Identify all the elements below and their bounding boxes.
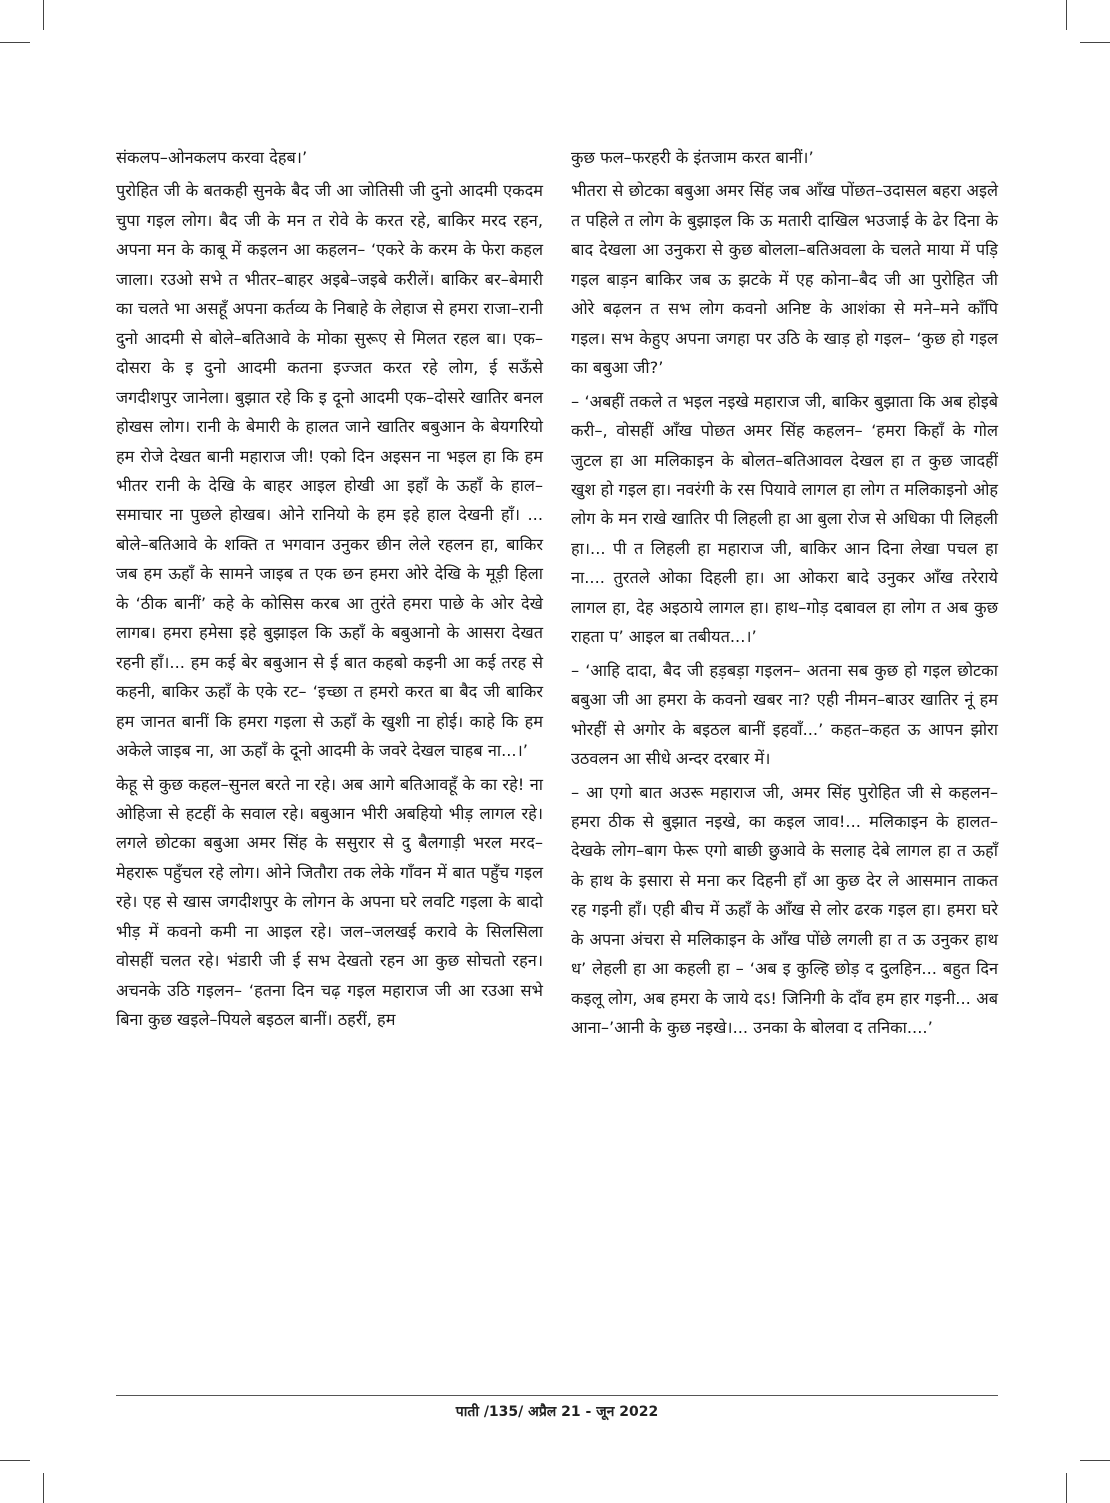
crop-mark-top-left-v — [43, 0, 44, 30]
page-footer: पाती /135/ अप्रैल 21 - जून 2022 — [455, 1404, 659, 1420]
crop-mark-bottom-left-h — [0, 1460, 30, 1461]
crop-mark-top-right-h — [1080, 42, 1110, 43]
crop-mark-bottom-right-v — [1066, 1473, 1067, 1503]
left-paragraph-1: संकलप–ओनकलप करवा देहब।’ — [116, 148, 308, 167]
right-paragraph-3: – ‘अबहीं तकले त भइल नइखे महाराज जी, बाकिर बुझाता कि अब होइबे करी–, वोसहीं आँख पोछत अमर सिंह कहलन– ‘हमरा किहाँ के गोल जुटल हा आ मलिकाइन के बोलत–बतिआवल देखल हा त कुछ जादहीं खुश हो गइल हा। नवरंगी के रस पियावे लागल हा लोग त मलिकाइनो ओह लोग के मन राखे खातिर पी लिहली हा आ बुला रोज से अधिका पी लिहली हा।... पी त लिहली हा महाराज जी, बाकिर आन दिना लेखा पचल हा ना.... तुरतले ओका दिहली हा। आ ओकरा बादे उनुकर आँख तरेराये लागल हा, देह अइठाये लागल हा। हाथ–गोड़ दबावल हा लोग त अब कुछ राहता प’ आइल बा तबीयत...।’ — [571, 391, 998, 647]
right-paragraph-5: – आ एगो बात अउरू महाराज जी, अमर सिंह पुरोहित जी से कहलन– हमरा ठीक से बुझात नइखे, का कइल जाव!... मलिकाइन के हालत–देखके लोग–बाग फेरू एगो बाछी छुआवे के सलाह देबे लागल हा त ऊहाँ के हाथ के इसारा से मना कर दिहनी हाँ आ कुछ देर ले आसमान ताकत रह गइनी हाँ। एही बीच में ऊहाँ के आँख से लोर ढरक गइल हा। हमरा घरे के अपना अंचरा से मलिकाइन के आँख पोंछे लगली हा त ऊ उनुकर हाथ ध’ लेहली हा आ कहली हा – ‘अब इ कुल्हि छोड़ द दुलहिन... बहुत दिन कइलू लोग, अब हमरा के जाये दऽ! जिनिगी के दाँव हम हार गइनी... अब आना–’आनी के कुछ नइखे।... उनका के बोलवा द तनिका....’ — [571, 782, 998, 1038]
right-paragraph-4: – ‘आहि दादा, बैद जी हड़बड़ा गइलन– अतना सब कुछ हो गइल छोटका बबुआ जी आ हमरा के कवनो खबर ना? एही नीमन–बाउर खातिर नूं हम भोरहीं से अगोर के बइठल बानीं इहवाँ...’ कहत–कहत ऊ आपन झोरा उठवलन आ सीधे अन्दर दरबार में। — [571, 660, 998, 769]
left-paragraph-3: केहू से कुछ कहल–सुनल बरते ना रहे। अब आगे बतिआवहूँ के का रहे! ना ओहिजा से हटहीं के सवाल रहे। बबुआन भीरी अबहियो भीड़ लागल रहे। लगले छोटका बबुआ अमर सिंह के ससुरार से दु बैलगाड़ी भरल मरद–मेहरारू पहुँचल रहे लोग। ओने जितौरा तक लेके गाँवन में बात पहुँच गइल रहे। एह से खास जगदीशपुर के लोगन के अपना घरे लवटि गइला के बादो भीड़ में कवनो कमी ना आइल रहे। जल–जलखई करावे के सिलसिला वोसहीं चलत रहे। भंडारी जी ई सभ देखतो रहन आ कुछ सोचतो रहन। अचनके उठि गइलन– ‘हतना दिन चढ़ गइल महाराज जी आ रउआ सभे बिना कुछ खइले–पियले बइठल बानीं। ठहरीं, हम — [116, 774, 543, 1030]
crop-mark-bottom-right-h — [1080, 1460, 1110, 1461]
crop-mark-top-right-v — [1066, 0, 1067, 30]
left-paragraph-2: पुरोहित जी के बतकही सुनके बैद जी आ जोतिसी जी दुनो आदमी एकदम चुपा गइल लोग। बैद जी के मन त रोवे के करत रहे, बाकिर मरद रहन, अपना मन के काबू में कइलन आ कहलन– ‘एकरे के करम के फेरा कहल जाला। रउओ सभे त भीतर–बाहर अइबे–जइबे करीलें। बाकिर बर–बेमारी का चलते भा असहूँ अपना कर्तव्य के निबाहे के लेहाज से हमरा राजा–रानी दुनो आदमी से बोले–बतिआवे के मोका सुरूए से मिलत रहल बा। एक–दोसरा के इ दुनो आदमी कतना इज्जत करत रहे लोग, ई सऊँसे जगदीशपुर जानेला। बुझात रहे कि इ दूनो आदमी एक–दोसरे खातिर बनल होखस लोग। रानी के बेमारी के हालत जाने खातिर बबुआन के बेयगरियो हम रोजे देखत बानी महाराज जी! एको दिन अइसन ना भइल हा कि हम भीतर रानी के देखि के बाहर आइल होखी आ इहाँ के ऊहाँ के हाल–समाचार ना पुछले होखब। ओने रानियो के हम इहे हाल देखनी हाँ। ... बोले–बतिआवे के शक्ति त भगवान उनुकर छीन लेले रहलन हा, बाकिर जब हम ऊहाँ के सामने जाइब त एक छन हमरा ओरे देखि के मूड़ी हिला के ‘ठीक बानीं’ कहे के कोसिस करब आ तुरंते हमरा पाछे के ओर देखे लागब। हमरा हमेसा इहे बुझाइल कि ऊहाँ के बबुआनो के आसरा देखत रहनी हाँ।... हम कई बेर बबुआन से ई बात कहबो कइनी आ कई तरह से कहनी, बाकिर ऊहाँ के एके रट– ‘इच्छा त हमरो करत बा बैद जी बाकिर हम जानत बानीं कि हमरा गइला से ऊहाँ के खुशी ना होई। काहे कि हम अकेले जाइब ना, आ ऊहाँ के दूनो आदमी के जवरे देखल चाहब ना...।’ — [116, 181, 543, 761]
left-column — [116, 143, 543, 1039]
footer-divider — [116, 1395, 998, 1396]
crop-mark-top-left-h — [0, 42, 30, 43]
right-paragraph-2: भीतरा से छोटका बबुआ अमर सिंह जब आँख पोंछत–उदासल बहरा अइले त पहिले त लोग के बुझाइल कि ऊ मतारी दाखिल भउजाई के ढेर दिना के बाद देखला आ उनुकरा से कुछ बोलला–बतिअवला के चलते माया में पड़ि गइल बाड़न बाकिर जब ऊ झटके में एह कोना–बैद जी आ पुरोहित जी ओरे बढ़लन त सभ लोग कवनो अनिष्ट के आशंका से मने–मने काँपि गइल। सभ केहुए अपना जगहा पर उठि के खाड़ हो गइल– ‘कुछ हो गइल का बबुआ जी?’ — [571, 181, 998, 378]
right-paragraph-1: कुछ फल–फरहरी के इंतजाम करत बानीं।’ — [571, 148, 814, 167]
right-column — [571, 143, 998, 1047]
crop-mark-bottom-left-v — [43, 1473, 44, 1503]
